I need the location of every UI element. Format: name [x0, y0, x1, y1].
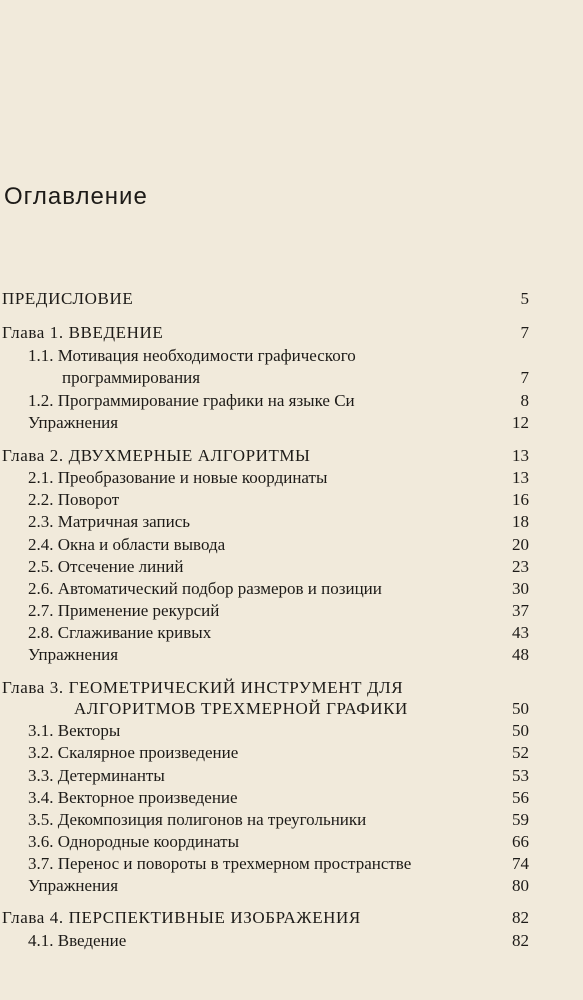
toc-entry-page: 23 — [512, 557, 529, 576]
toc-entry-page: 82 — [512, 908, 529, 927]
toc-entry-page: 7 — [520, 323, 529, 342]
toc-entry-page: 7 — [520, 368, 529, 387]
toc-entry-page: 13 — [512, 446, 529, 465]
toc-entry-label: Упражнения — [28, 413, 119, 432]
toc-entry-label: 3.2. Скалярное произведение — [28, 743, 239, 762]
toc-entry-page: 53 — [512, 766, 529, 785]
toc-entry-label: Упражнения — [28, 876, 119, 895]
toc-entry-page: 13 — [512, 468, 529, 487]
toc-entry-page: 18 — [512, 512, 529, 531]
toc-entry-label: 3.4. Векторное произведение — [28, 788, 238, 807]
toc-entry-label: 2.7. Применение рекурсий — [28, 601, 220, 620]
toc-chapter-label: Глава 3. ГЕОМЕТРИЧЕСКИЙ ИНСТРУМЕНТ ДЛЯ — [2, 678, 404, 697]
toc-entry-page: 16 — [512, 490, 529, 509]
toc-entry-page: 37 — [512, 601, 529, 620]
toc-entry-page: 43 — [512, 623, 529, 642]
toc-entry-label: 2.3. Матричная запись — [28, 512, 190, 531]
toc-entry-label: 2.1. Преобразование и новые координаты — [28, 468, 328, 487]
toc-entry-label: программирования — [62, 368, 201, 387]
toc-entry-page: 52 — [512, 743, 529, 762]
toc-chapter-label: Глава 2. ДВУХМЕРНЫЕ АЛГОРИТМЫ — [2, 446, 311, 465]
toc-entry-page: 66 — [512, 832, 529, 851]
page-title: Оглавление — [4, 183, 148, 210]
toc-entry-page: 8 — [520, 391, 529, 410]
toc-entry-label: 3.7. Перенос и повороты в трехмерном пространстве — [28, 854, 412, 873]
toc-entry-label: 3.3. Детерминанты — [28, 766, 165, 785]
toc-chapter-label: АЛГОРИТМОВ ТРЕХМЕРНОЙ ГРАФИКИ — [74, 699, 408, 718]
toc-entry-page: 59 — [512, 810, 529, 829]
toc-entry-page: 20 — [512, 535, 529, 554]
toc-entry-label: 2.8. Сглаживание кривых — [28, 623, 212, 642]
toc-entry-page: 56 — [512, 788, 529, 807]
toc-entry-page: 50 — [512, 699, 529, 718]
toc-entry-label: 3.5. Декомпозиция полигонов на треугольники — [28, 810, 367, 829]
toc-entry-label: 2.4. Окна и области вывода — [28, 535, 226, 554]
toc-entry-label: 2.5. Отсечение линий — [28, 557, 184, 576]
toc-chapter-label: Глава 1. ВВЕДЕНИЕ — [2, 323, 164, 342]
toc-entry-page: 48 — [512, 645, 529, 664]
toc-entry-label: 1.2. Программирование графики на языке Си — [28, 391, 355, 410]
toc-entry-label: 2.6. Автоматический подбор размеров и позиции — [28, 579, 382, 598]
toc-entry-page: 82 — [512, 931, 529, 950]
toc-entry-page: 12 — [512, 413, 529, 432]
toc-entry-label: 4.1. Введение — [28, 931, 127, 950]
toc-entry-label: ПРЕДИСЛОВИЕ — [2, 289, 134, 308]
toc-entry-page: 74 — [512, 854, 529, 873]
toc-entry-page: 30 — [512, 579, 529, 598]
toc-entry-page: 80 — [512, 876, 529, 895]
toc-entry-label: 3.6. Однородные координаты — [28, 832, 239, 851]
toc-entry-page: 5 — [520, 289, 529, 308]
toc-entry-page: 50 — [512, 721, 529, 740]
toc-entry-label: Упражнения — [28, 645, 119, 664]
toc-entry-label: 1.1. Мотивация необходимости графического — [28, 346, 356, 365]
toc-entry-label: 2.2. Поворот — [28, 490, 120, 509]
toc-chapter-label: Глава 4. ПЕРСПЕКТИВНЫЕ ИЗОБРАЖЕНИЯ — [2, 908, 361, 927]
toc-entry-label: 3.1. Векторы — [28, 721, 121, 740]
